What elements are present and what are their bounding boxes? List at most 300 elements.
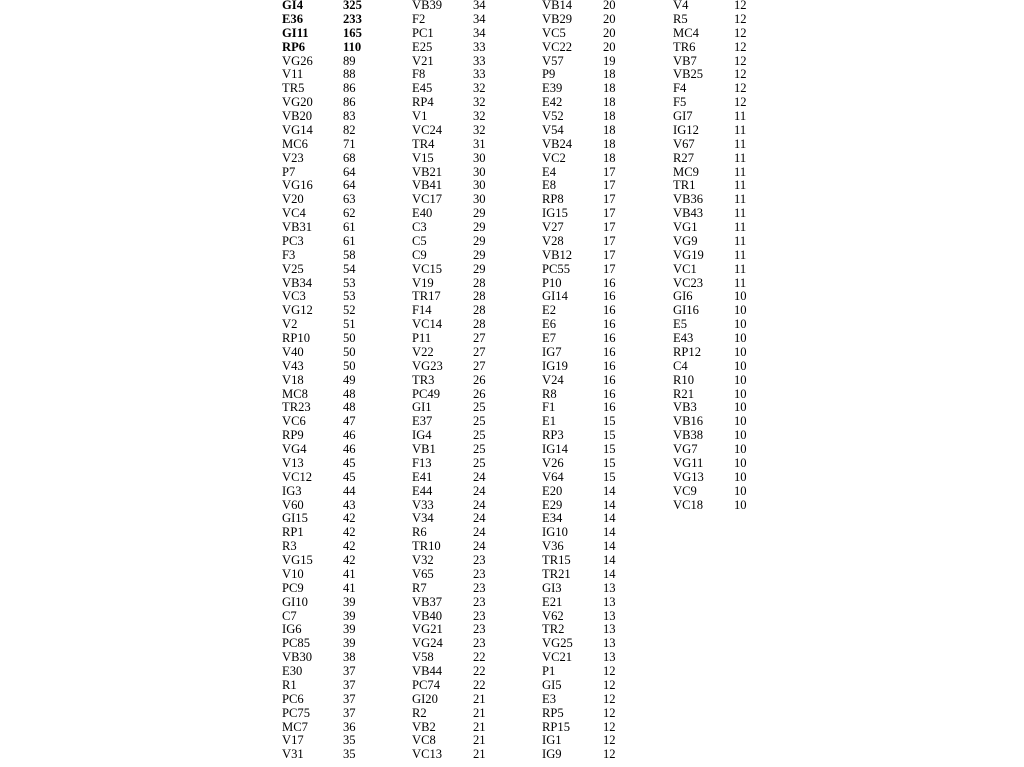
entry-count: 27	[473, 331, 486, 345]
entry-count: 23	[473, 622, 486, 637]
entry-code: V67	[673, 136, 695, 151]
entry-count: 18	[603, 81, 616, 96]
entry-code: V54	[542, 122, 564, 137]
entry-code: P9	[542, 67, 556, 82]
entry-code: V1	[412, 109, 428, 123]
entry-code: E36	[282, 11, 303, 26]
entry-count: 14	[603, 539, 616, 554]
entry-count: 10	[734, 483, 747, 498]
entry-count: 12	[734, 53, 747, 68]
entry-code: E8	[542, 178, 556, 193]
entry-code: C4	[673, 358, 688, 373]
entry-count: 16	[603, 317, 616, 332]
entry-count: 30	[473, 164, 486, 179]
entry-code: GI20	[412, 691, 438, 706]
entry-code: VB34	[282, 275, 313, 290]
entry-code: VG19	[673, 247, 704, 262]
entry-count: 30	[473, 192, 486, 207]
entry-count: 51	[343, 317, 356, 332]
entry-code: VC15	[412, 261, 443, 276]
entry-count: 12	[734, 0, 747, 12]
entry-code: RP1	[282, 525, 304, 540]
entry-count: 23	[473, 594, 486, 609]
entry-count: 43	[343, 497, 356, 512]
entry-count: 61	[343, 220, 356, 234]
entry-count: 16	[603, 344, 616, 359]
entry-count: 34	[473, 0, 486, 12]
entry-count: 30	[473, 178, 486, 193]
entry-count: 10	[734, 469, 747, 484]
entry-code: VB25	[673, 67, 704, 82]
entry-count: 17	[603, 261, 616, 276]
entry-count: 53	[343, 289, 356, 304]
entry-code: PC49	[412, 386, 440, 401]
entry-count: 19	[603, 53, 616, 68]
entry-count: 21	[473, 747, 486, 762]
entry-code: VG26	[282, 53, 313, 68]
entry-count: 88	[343, 67, 356, 82]
entry-code: VC22	[542, 39, 573, 54]
entry-code: E7	[542, 331, 556, 345]
entry-code: V15	[412, 150, 434, 165]
entry-count: 50	[343, 358, 356, 373]
entry-code: F14	[412, 303, 432, 318]
entry-count: 37	[343, 691, 356, 706]
entry-count: 39	[343, 622, 356, 637]
entry-count: 10	[734, 386, 747, 401]
entry-code: R27	[673, 150, 694, 165]
entry-code: IG3	[282, 483, 302, 498]
entry-code: VG21	[412, 622, 443, 637]
entry-count: 17	[603, 192, 616, 207]
entry-code: RP5	[542, 705, 564, 720]
entry-count: 16	[603, 400, 616, 415]
entry-count: 18	[603, 109, 616, 123]
entry-count: 23	[473, 553, 486, 567]
entry-code: VC1	[673, 261, 697, 276]
entry-count: 24	[473, 525, 486, 540]
entry-code: PC6	[282, 691, 304, 706]
entry-code: E20	[542, 483, 563, 498]
entry-count: 10	[734, 303, 747, 318]
entry-code: V21	[412, 53, 434, 68]
entry-code: TR4	[412, 136, 435, 151]
entry-code: F5	[673, 95, 687, 110]
entry-count: 16	[603, 331, 616, 345]
entry-code: VC13	[412, 747, 443, 762]
entry-code: R5	[673, 11, 688, 26]
entry-code: MC9	[673, 164, 699, 179]
entry-code: C7	[282, 608, 297, 623]
entry-count: 13	[603, 594, 616, 609]
entry-code: F4	[673, 81, 687, 96]
entry-count: 15	[603, 442, 616, 456]
entry-count: 86	[343, 81, 356, 96]
entry-code: VG12	[282, 303, 313, 318]
entry-count: 16	[603, 358, 616, 373]
entry-code: VB39	[412, 0, 443, 12]
entry-count: 53	[343, 275, 356, 290]
entry-code: TR17	[412, 289, 441, 304]
entry-count: 48	[343, 386, 356, 401]
entry-count: 23	[473, 608, 486, 623]
entry-count: 12	[603, 705, 616, 720]
entry-code: TR21	[542, 566, 571, 581]
entry-count: 37	[343, 677, 356, 692]
entry-count: 13	[603, 608, 616, 623]
entry-code: VG1	[673, 220, 698, 234]
entry-code: IG6	[282, 622, 302, 637]
entry-code: V43	[282, 358, 304, 373]
entry-count: 12	[603, 664, 616, 678]
entry-count: 18	[603, 150, 616, 165]
entry-code: VG11	[673, 455, 704, 470]
entry-code: R6	[412, 525, 427, 540]
entry-code: VG23	[412, 358, 443, 373]
entry-count: 10	[734, 372, 747, 387]
entry-count: 12	[603, 747, 616, 762]
entry-count: 11	[734, 164, 747, 179]
entry-code: PC3	[282, 233, 304, 248]
entry-code: V10	[282, 566, 304, 581]
entry-code: VB37	[412, 594, 443, 609]
entry-code: VG14	[282, 122, 313, 137]
entry-code: VG16	[282, 178, 313, 193]
entry-count: 12	[734, 39, 747, 54]
entry-code: TR15	[542, 553, 571, 567]
entry-code: VG13	[673, 469, 704, 484]
entry-code: GI15	[282, 511, 308, 526]
entry-code: P7	[282, 164, 296, 179]
entry-count: 233	[343, 11, 362, 26]
entry-code: TR1	[673, 178, 696, 193]
entry-code: PC9	[282, 580, 304, 595]
entry-code: V28	[542, 233, 564, 248]
entry-code: RP3	[542, 428, 564, 443]
entry-code: VC23	[673, 275, 704, 290]
entry-code: P10	[542, 275, 562, 290]
entry-code: PC55	[542, 261, 570, 276]
entry-count: 33	[473, 53, 486, 68]
entry-count: 30	[473, 150, 486, 165]
entry-count: 21	[473, 719, 486, 734]
entry-count: 25	[473, 400, 486, 415]
entry-code: V27	[542, 220, 564, 234]
entry-code: P11	[412, 331, 432, 345]
entry-code: V33	[412, 497, 434, 512]
entry-count: 10	[734, 358, 747, 373]
entry-code: V13	[282, 455, 304, 470]
entry-count: 16	[603, 303, 616, 318]
entry-code: RP12	[673, 344, 701, 359]
entry-count: 21	[473, 691, 486, 706]
entry-code: V18	[282, 372, 304, 387]
entry-code: E25	[412, 39, 433, 54]
entry-count: 71	[343, 136, 356, 151]
entry-count: 16	[603, 275, 616, 290]
entry-code: VB21	[412, 164, 443, 179]
entry-code: RP10	[282, 331, 310, 345]
entry-code: TR3	[412, 372, 435, 387]
entry-count: 24	[473, 483, 486, 498]
entry-code: VB40	[412, 608, 443, 623]
entry-count: 32	[473, 122, 486, 137]
entry-code: E43	[673, 331, 694, 345]
entry-code: VB12	[542, 247, 573, 262]
entry-code: E34	[542, 511, 563, 526]
entry-count: 11	[734, 247, 747, 262]
entry-code: VG15	[282, 553, 313, 567]
entry-count: 18	[603, 67, 616, 82]
entry-code: VC3	[282, 289, 306, 304]
entry-code: E3	[542, 691, 556, 706]
entry-count: 11	[734, 122, 747, 137]
entry-count: 23	[473, 566, 486, 581]
entry-code: E39	[542, 81, 563, 96]
entry-code: PC74	[412, 677, 440, 692]
entry-code: TR23	[282, 400, 311, 415]
entry-count: 28	[473, 317, 486, 332]
entry-count: 54	[343, 261, 356, 276]
entry-code: MC4	[673, 25, 699, 40]
entry-code: VC2	[542, 150, 566, 165]
entry-count: 24	[473, 511, 486, 526]
entry-code: VB43	[673, 206, 704, 221]
entry-count: 22	[473, 650, 486, 665]
entry-count: 11	[734, 192, 747, 207]
entry-code: F13	[412, 455, 432, 470]
entry-count: 63	[343, 192, 356, 207]
entry-code: V36	[542, 539, 564, 554]
entry-count: 16	[603, 289, 616, 304]
entry-count: 35	[343, 733, 356, 748]
entry-count: 44	[343, 483, 356, 498]
entry-code: PC1	[412, 25, 434, 40]
entry-count: 14	[603, 497, 616, 512]
entry-count: 13	[603, 636, 616, 651]
entry-code: VC5	[542, 25, 566, 40]
entry-code: V60	[282, 497, 304, 512]
entry-code: TR6	[673, 39, 696, 54]
entry-code: R7	[412, 580, 427, 595]
entry-code: IG15	[542, 206, 568, 221]
entry-count: 12	[603, 719, 616, 734]
entry-count: 10	[734, 455, 747, 470]
entry-count: 25	[473, 414, 486, 429]
entry-count: 25	[473, 442, 486, 456]
entry-code: GI3	[542, 580, 562, 595]
entry-code: VB30	[282, 650, 313, 665]
entry-count: 22	[473, 677, 486, 692]
entry-code: VC14	[412, 317, 443, 332]
entry-count: 16	[603, 386, 616, 401]
entry-code: GI4	[282, 0, 303, 12]
entry-count: 10	[734, 289, 747, 304]
entry-count: 28	[473, 303, 486, 318]
entry-count: 24	[473, 497, 486, 512]
entry-code: V2	[282, 317, 298, 332]
entry-count: 12	[603, 677, 616, 692]
entry-code: E1	[542, 414, 556, 429]
entry-code: V34	[412, 511, 434, 526]
entry-code: VC8	[412, 733, 436, 748]
entry-code: TR5	[282, 81, 305, 96]
entry-count: 24	[473, 539, 486, 554]
entry-count: 23	[473, 636, 486, 651]
entry-count: 58	[343, 247, 356, 262]
entry-code: E5	[673, 317, 687, 332]
entry-code: MC6	[282, 136, 308, 151]
entry-count: 11	[734, 178, 747, 193]
entry-count: 10	[734, 442, 747, 456]
entry-count: 39	[343, 608, 356, 623]
entry-count: 23	[473, 580, 486, 595]
entry-code: VB2	[412, 719, 436, 734]
entry-code: V64	[542, 469, 564, 484]
entry-count: 325	[343, 0, 362, 12]
entry-count: 14	[603, 553, 616, 567]
entry-code: VC21	[542, 650, 573, 665]
entry-count: 49	[343, 372, 356, 387]
entry-code: V4	[673, 0, 689, 12]
entry-code: GI14	[542, 289, 568, 304]
entry-count: 34	[473, 11, 486, 26]
entry-code: R2	[412, 705, 427, 720]
entry-count: 36	[343, 719, 356, 734]
entry-code: VC9	[673, 483, 697, 498]
entry-count: 32	[473, 95, 486, 110]
entry-count: 38	[343, 650, 356, 665]
entry-code: V20	[282, 192, 304, 207]
entry-code: IG19	[542, 358, 568, 373]
entry-code: RP15	[542, 719, 570, 734]
entry-code: VG25	[542, 636, 573, 651]
entry-code: VB41	[412, 178, 443, 193]
entry-count: 10	[734, 400, 747, 415]
entry-code: VB14	[542, 0, 573, 12]
entry-count: 37	[343, 664, 356, 678]
entry-code: V23	[282, 150, 304, 165]
entry-code: VB16	[673, 414, 704, 429]
entry-code: VG20	[282, 95, 313, 110]
entry-count: 20	[603, 25, 616, 40]
entry-count: 10	[734, 414, 747, 429]
entry-code: E41	[412, 469, 433, 484]
entry-code: VB31	[282, 220, 313, 234]
entry-count: 18	[603, 95, 616, 110]
entry-count: 21	[473, 733, 486, 748]
entry-count: 14	[603, 483, 616, 498]
entry-count: 10	[734, 344, 747, 359]
entry-count: 22	[473, 664, 486, 678]
entry-code: RP9	[282, 428, 304, 443]
entry-count: 25	[473, 455, 486, 470]
entry-count: 27	[473, 344, 486, 359]
entry-count: 17	[603, 178, 616, 193]
entry-code: VB3	[673, 400, 697, 415]
entry-count: 62	[343, 206, 356, 221]
entry-count: 20	[603, 39, 616, 54]
entry-code: IG14	[542, 442, 568, 456]
entry-count: 11	[734, 275, 747, 290]
entry-count: 12	[734, 95, 747, 110]
entry-code: E30	[282, 664, 303, 678]
entry-code: IG12	[673, 122, 699, 137]
entry-count: 13	[603, 580, 616, 595]
entry-code: VG24	[412, 636, 443, 651]
entry-count: 165	[343, 25, 362, 40]
entry-code: V11	[282, 67, 304, 82]
entry-count: 15	[603, 428, 616, 443]
entry-count: 15	[603, 414, 616, 429]
entry-count: 28	[473, 275, 486, 290]
entry-code: IG9	[542, 747, 562, 762]
entry-code: VC6	[282, 414, 306, 429]
entry-count: 12	[603, 733, 616, 748]
entry-code: P1	[542, 664, 556, 678]
entry-count: 10	[734, 317, 747, 332]
entry-code: R8	[542, 386, 557, 401]
entry-count: 10	[734, 331, 747, 345]
entry-code: VB44	[412, 664, 443, 678]
entry-code: RP8	[542, 192, 564, 207]
entry-code: E44	[412, 483, 433, 498]
entry-count: 41	[343, 566, 356, 581]
entry-count: 15	[603, 469, 616, 484]
entry-count: 11	[734, 136, 747, 151]
entry-count: 11	[734, 220, 747, 234]
entry-count: 20	[603, 11, 616, 26]
entry-code: PC85	[282, 636, 310, 651]
entry-count: 64	[343, 164, 356, 179]
entry-code: IG7	[542, 344, 562, 359]
entry-code: E21	[542, 594, 563, 609]
entry-code: V22	[412, 344, 434, 359]
entry-count: 11	[734, 233, 747, 248]
entry-count: 35	[343, 747, 356, 762]
entry-code: RP4	[412, 95, 434, 110]
entry-count: 13	[603, 650, 616, 665]
entry-code: E2	[542, 303, 556, 318]
entry-count: 25	[473, 428, 486, 443]
entry-code: V24	[542, 372, 564, 387]
entry-code: V40	[282, 344, 304, 359]
entry-count: 29	[473, 261, 486, 276]
entry-count: 17	[603, 233, 616, 248]
entry-count: 29	[473, 247, 486, 262]
entry-code: F1	[542, 400, 556, 415]
entry-count: 34	[473, 25, 486, 40]
entry-code: E42	[542, 95, 563, 110]
entry-count: 52	[343, 303, 356, 318]
entry-count: 64	[343, 178, 356, 193]
entry-count: 11	[734, 109, 747, 123]
entry-code: GI16	[673, 303, 699, 318]
entry-count: 17	[603, 247, 616, 262]
entry-code: GI11	[282, 25, 309, 40]
entry-code: IG4	[412, 428, 432, 443]
entry-code: C3	[412, 220, 427, 234]
entry-count: 82	[343, 122, 356, 137]
entry-code: VC4	[282, 206, 306, 221]
entry-count: 50	[343, 344, 356, 359]
entry-count: 12	[734, 25, 747, 40]
entry-code: VC24	[412, 122, 443, 137]
entry-code: V26	[542, 455, 564, 470]
entry-count: 14	[603, 511, 616, 526]
entry-code: V62	[542, 608, 564, 623]
entry-code: IG10	[542, 525, 568, 540]
